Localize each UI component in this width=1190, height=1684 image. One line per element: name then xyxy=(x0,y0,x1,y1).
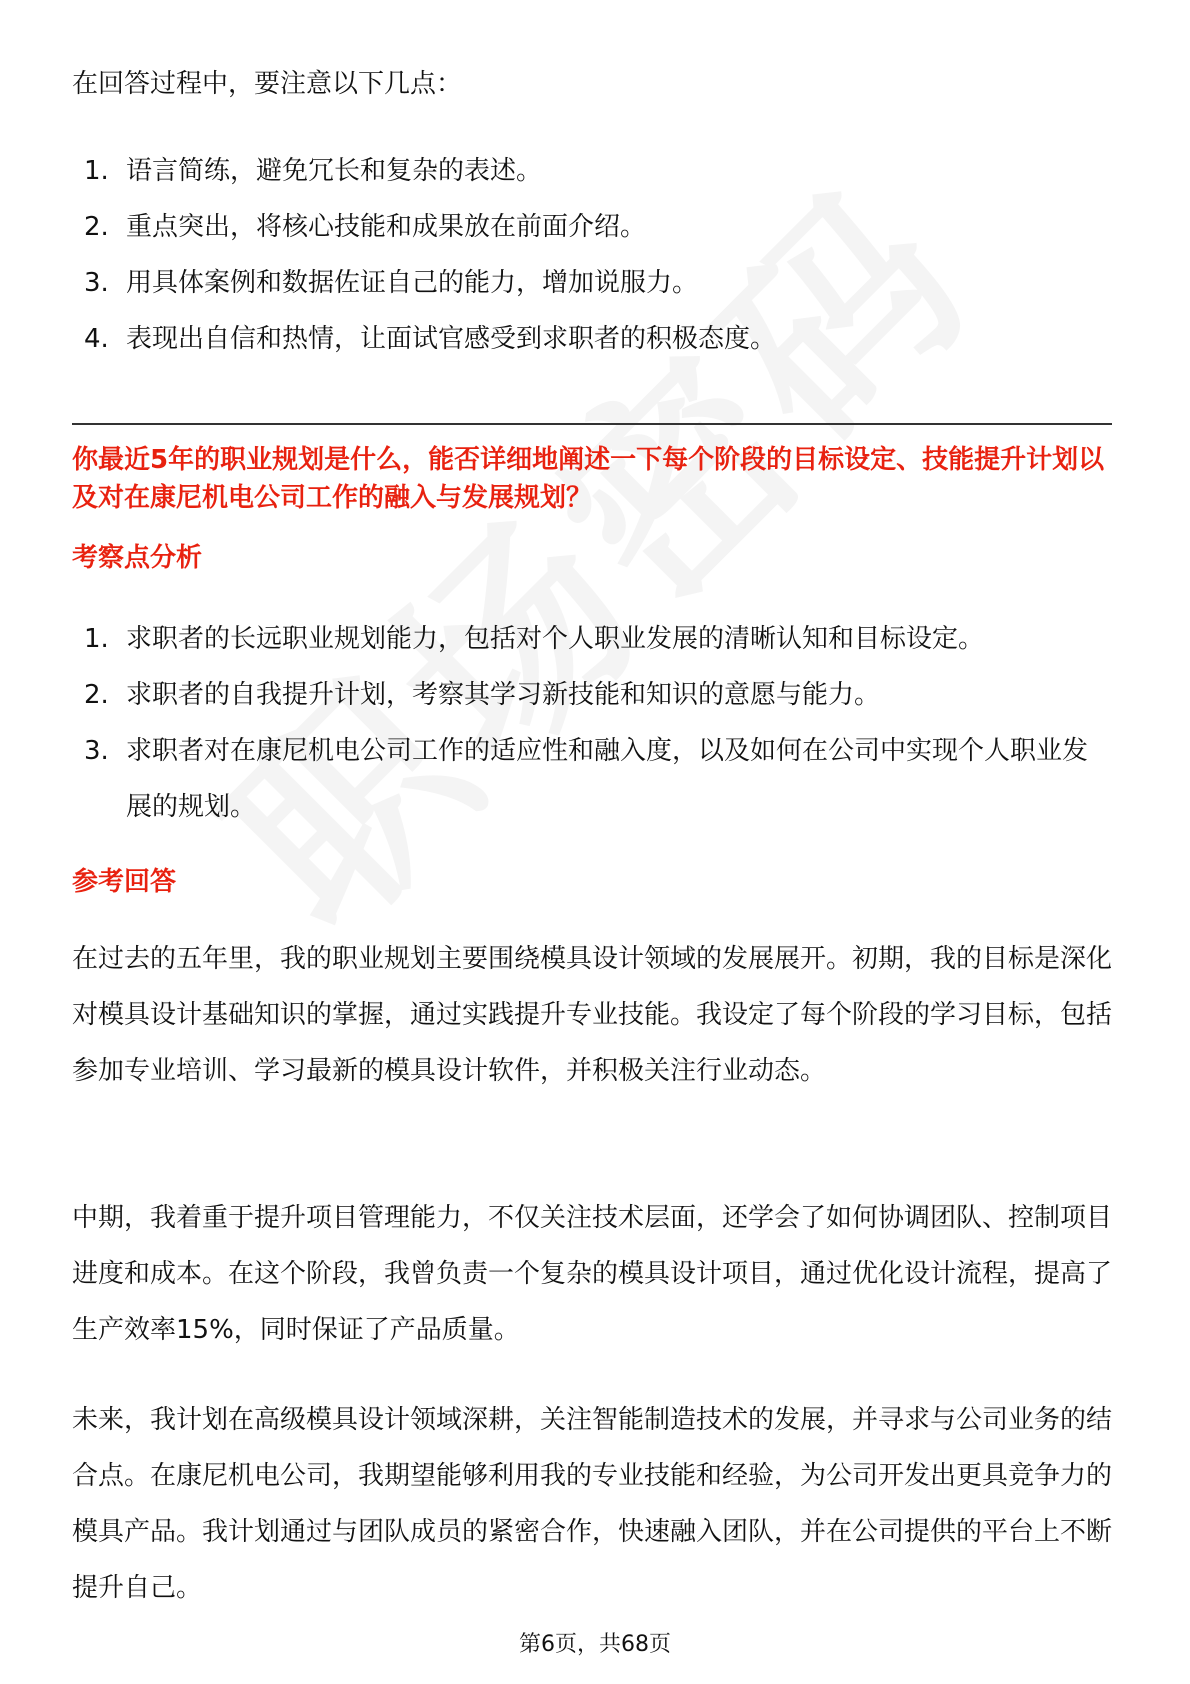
list-item xyxy=(72,311,1112,367)
list-item xyxy=(72,255,1112,311)
tips-list xyxy=(72,143,1112,367)
list-item xyxy=(72,199,1112,255)
answer-paragraph xyxy=(72,1190,1112,1358)
analysis-list xyxy=(72,611,1112,835)
analysis-heading: 考察点分析 xyxy=(72,543,203,573)
answer-paragraph-text: 未来，我计划在高级模具设计领域深耕，关注智能制造技术的发展，并寻求与公司业务的结合点。在康尼机电公司，我期望能够利用我的专业技能和经验，为公司开发出更具竞争力的模具产品。我计划通过与团队成员的紧密合作，快速融入团队，并在公司提供的平台上不断提升自己。 xyxy=(72,1405,1113,1603)
list-number: 2. xyxy=(84,212,109,242)
page-footer: 第6页，共68页 xyxy=(519,1632,671,1657)
answer-heading: 参考回答 xyxy=(72,867,177,897)
section-divider xyxy=(72,423,1112,425)
answer-paragraph-text: 中期，我着重于提升项目管理能力，不仅关注技术层面，还学会了如何协调团队、控制项目进度和成本。在这个阶段，我曾负责一个复杂的模具设计项目，通过优化设计流程，提高了生产效率15%，同时保证了产品质量。 xyxy=(72,1203,1113,1345)
answer-paragraph xyxy=(72,1392,1112,1616)
list-item xyxy=(72,667,1112,723)
list-item-text: 求职者的长远职业规划能力，包括对个人职业发展的清晰认知和目标设定。 xyxy=(126,624,985,654)
list-item-text: 语言简练，避免冗长和复杂的表述。 xyxy=(126,156,543,186)
list-number: 1. xyxy=(84,156,109,186)
list-number: 3. xyxy=(84,268,109,298)
list-item xyxy=(72,611,1112,667)
list-item-text: 求职者对在康尼机电公司工作的适应性和融入度，以及如何在公司中实现个人职业发展的规划。 xyxy=(126,736,1089,822)
list-number: 2. xyxy=(84,680,109,710)
list-number: 1. xyxy=(84,624,109,654)
list-item-text: 求职者的自我提升计划，考察其学习新技能和知识的意愿与能力。 xyxy=(126,680,881,710)
intro-text: 在回答过程中，要注意以下几点： xyxy=(72,69,463,99)
list-item-text: 重点突出，将核心技能和成果放在前面介绍。 xyxy=(126,212,647,242)
list-item xyxy=(72,143,1112,199)
list-item-text: 表现出自信和热情，让面试官感受到求职者的积极态度。 xyxy=(126,324,777,354)
list-item-text: 用具体案例和数据佐证自己的能力，增加说服力。 xyxy=(126,268,699,298)
answer-paragraph xyxy=(72,931,1112,1099)
list-number: 4. xyxy=(84,324,109,354)
interview-question: 你最近5年的职业规划是什么，能否详细地阐述一下每个阶段的目标设定、技能提升计划以及对在康尼机电公司工作的融入与发展规划？ xyxy=(72,445,1105,513)
list-number: 3. xyxy=(84,736,109,766)
list-item xyxy=(72,723,1112,835)
answer-paragraph-text: 在过去的五年里，我的职业规划主要围绕模具设计领域的发展展开。初期，我的目标是深化对模具设计基础知识的掌握，通过实践提升专业技能。我设定了每个阶段的学习目标，包括参加专业培训、学习最新的模具设计软件，并积极关注行业动态。 xyxy=(72,944,1113,1086)
